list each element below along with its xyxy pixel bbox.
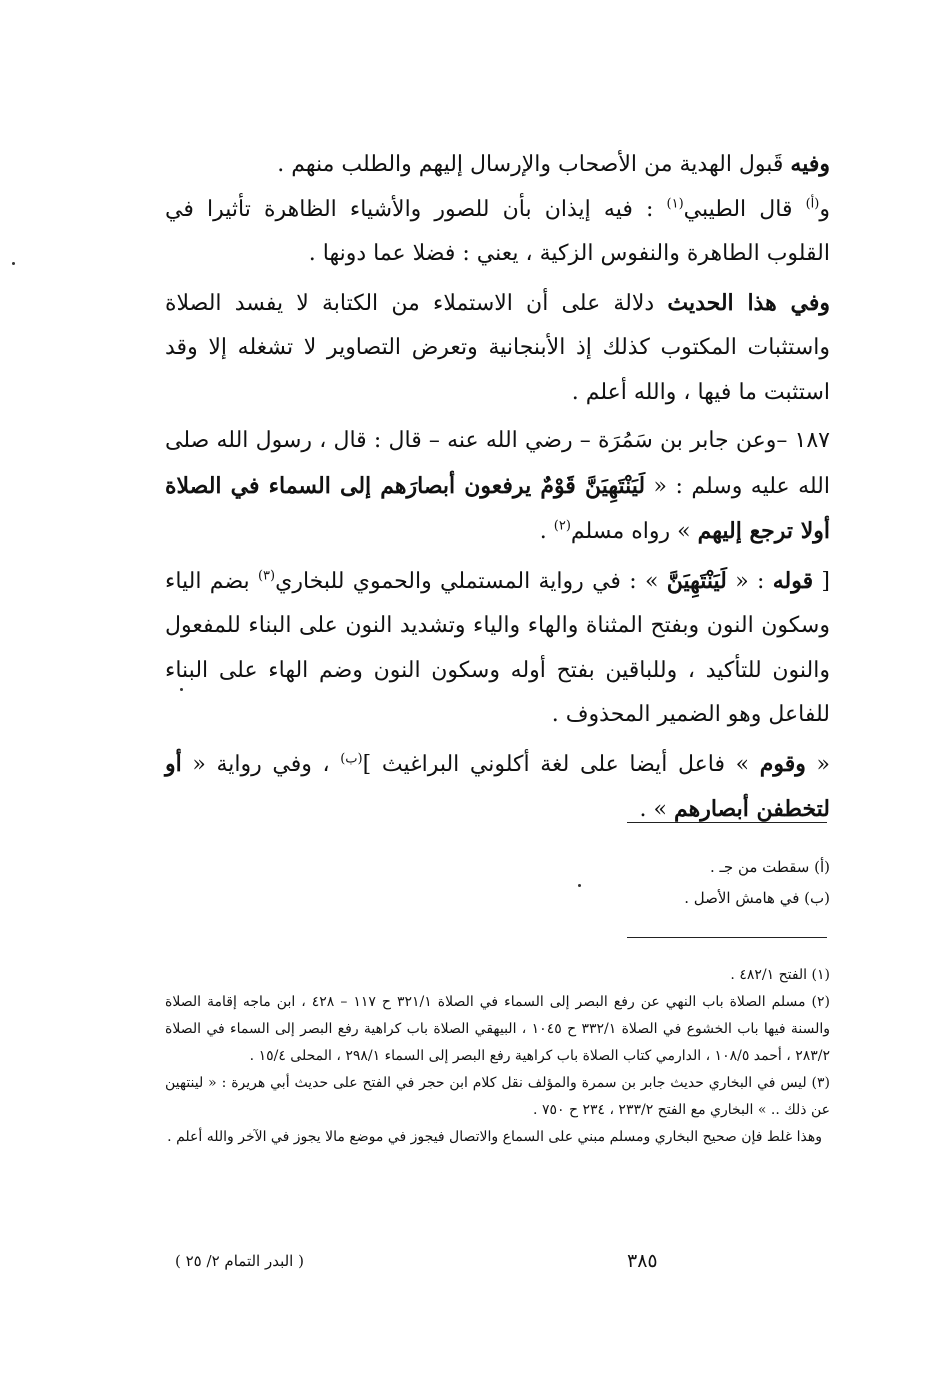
letter-footnotes	[165, 852, 830, 914]
paragraph-text: «	[805, 751, 830, 777]
numbered-footnotes	[165, 962, 830, 1151]
paragraph-text: قَبول الهدية من الأصحاب والإرسال إليهم والطلب منهم .	[277, 152, 791, 177]
scan-speck	[578, 884, 581, 887]
paragraph-text: ، وفي رواية «	[181, 751, 341, 777]
paragraph-text: » فاعل أيضا على لغة أكلوني البراغيث ]	[362, 751, 760, 777]
paragraph-text: بضم الياء وسكون النون وبفتح المثناة والهاء والياء وتشديد النون على البناء للمفعول والنون للتأكيد ، وللباقين بفتح أوله وسكون النون وضم الهاء على البناء للفاعل وهو الضمير المحذوف .	[165, 568, 830, 727]
commentary-paragraph-2	[165, 742, 830, 833]
bold-term: لَيَنْتَهِيَنَّ	[666, 567, 727, 594]
print-signature: ( البدر التمام ٢/ ٢٥ )	[175, 1252, 304, 1270]
bold-term: أو لتخطفن أبصارهم	[165, 750, 830, 822]
paragraph-2	[165, 188, 830, 277]
footnote-divider	[627, 822, 827, 823]
paragraph-text: » .	[639, 797, 674, 822]
paragraph-text: ١٨٧ –وعن جابر بن سَمُرَة – رضي الله عنه – قال : قال ، رسول الله صلى الله عليه وسلم : «	[165, 428, 830, 499]
footnote-divider	[627, 937, 827, 938]
paragraph-text: دلالة على أن الاستملاء من الكتابة لا يفسد الصلاة واستثبات المكتوب كذلك إذ الأبنجانية وتعرض التصاوير لا تشغله إلا وقد استثبت ما فيها ، والله أعلم .	[165, 290, 830, 405]
bracket: [	[813, 568, 830, 594]
bold-term: قوله	[772, 567, 814, 594]
footnote-marker: (٢)	[553, 518, 571, 534]
scan-speck	[180, 688, 183, 691]
paragraph-text: » : في رواية المستملي والحموي للبخاري	[275, 568, 667, 594]
paragraph-text: و	[819, 196, 830, 222]
footnote-1: (١) الفتح ٤٨٢/١ .	[730, 967, 830, 983]
paragraph-3	[165, 281, 830, 416]
commentary-paragraph	[165, 559, 830, 738]
paragraph-text: : فيه إيذان بأن للصور والأشياء الظاهرة تأثيرا في القلوب الطاهرة والنفوس الزكية ، يعني : فضلا عما دونها .	[165, 196, 830, 266]
footnote-3-continuation: وهذا غلط فإن صحيح البخاري ومسلم مبني على السماع والاتصال فيجوز في موضع مالا يجوز في الآخر والله أعلم .	[167, 1129, 822, 1145]
paragraph-text: : «	[726, 568, 773, 594]
main-text	[165, 142, 830, 833]
paragraph-text: .	[539, 519, 554, 544]
scan-speck	[12, 262, 15, 265]
footnote-marker: (١)	[666, 196, 684, 212]
bold-term: وفيه	[790, 151, 830, 177]
footnote-marker: (ب)	[340, 751, 363, 767]
footnote-marker: (٣)	[257, 568, 276, 584]
bold-term: وفي هذا الحديث	[667, 289, 830, 316]
footnote-3: (٣) ليس في البخاري حديث جابر بن سمرة والمؤلف نقل كلام ابن حجر في الفتح على حديث أبي هريرة : « لينتهين عن ذلك .. » البخاري مع الفتح ٢٣٣/٢ ، ٢٣٤ ح ٧٥٠ .	[165, 1075, 830, 1118]
paragraph-text: قال الطيبي	[683, 196, 806, 222]
paragraph-text: » رواه مسلم	[570, 519, 698, 544]
footnote-2: (٢) مسلم الصلاة باب النهي عن رفع البصر إلى السماء في الصلاة ٣٢١/١ ح ١١٧ – ٤٢٨ ، ابن ماجه إقامة الصلاة والسنة فيها باب الخشوع في الصلاة ٣٣٢/١ ح ١٠٤٥ ، البيهقي الصلاة باب كراهية رفع البصر إلى السماء في الصلاة ٢٨٣/٢ ، أحمد ١٠٨/٥ ، الدارمي كتاب الصلاة باب كراهية رفع البصر إلى السماء ٢٩٨/١ ، المحلى ١٥/٤ .	[165, 994, 830, 1064]
hadith-quote: لَيَنْتَهِيَنَّ قَوْمٌ يرفعون أبصارَهم إلى السماء في الصلاة أولا ترجع إليهم	[165, 472, 830, 544]
page-footer	[165, 1250, 830, 1280]
hadith-187	[165, 419, 830, 555]
page-number: ٣٨٥	[627, 1250, 658, 1272]
paragraph-1	[165, 142, 830, 188]
letter-footnote: (ب) في هامش الأصل .	[684, 889, 830, 907]
letter-footnote: (أ) سقطت من جـ .	[709, 858, 830, 876]
footnote-marker: (أ)	[805, 196, 820, 212]
bold-term: وقوم	[759, 750, 806, 777]
